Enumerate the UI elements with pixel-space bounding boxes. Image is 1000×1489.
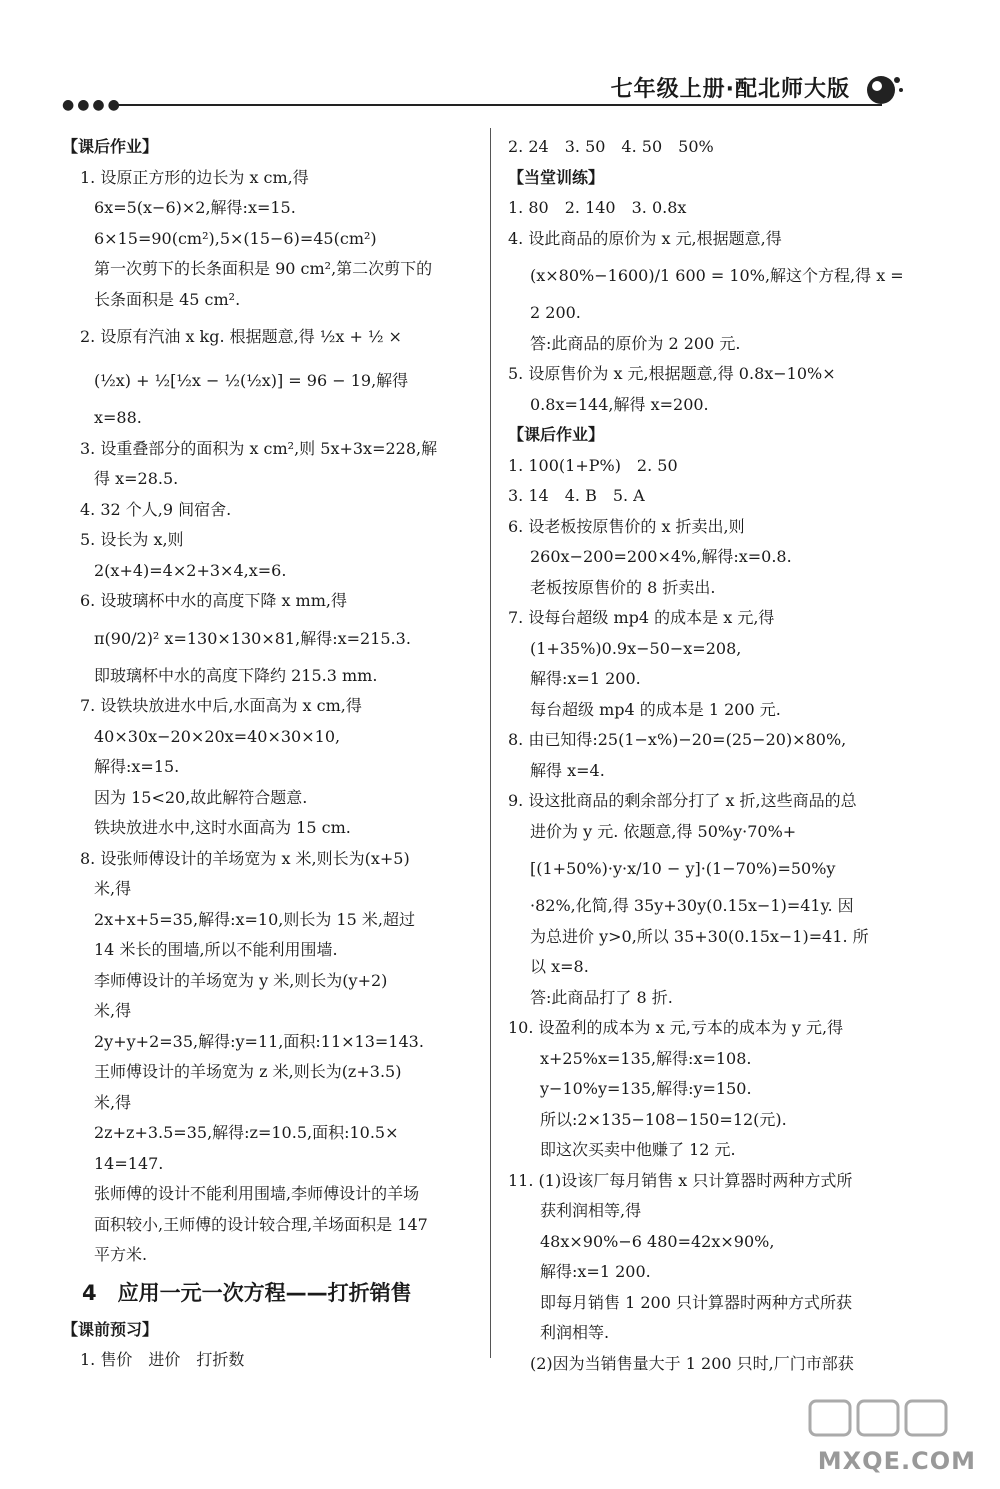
answer-line: 进价为 y 元. 依题意,得 50%y·70%+ [530,821,797,841]
answer-line: 260x−200=200×4%,解得:x=0.8. [530,547,792,566]
answer-line: 解得:x=1 200. [530,669,641,688]
answer-line: 4. 32 个人,9 间宿舍. [80,499,232,519]
column-divider [490,128,491,1358]
answer-line: 平方米. [94,1245,148,1264]
answer-line: 老板按原售价的 8 折卖出. [530,577,716,597]
answer-line: 2(x+4)=4×2+3×4,x=6. [94,560,287,580]
answer-line: 2. 设原有汽油 x kg. 根据题意,得 ½x + ½ × [80,327,402,346]
header-dots: ●●●● [62,97,123,113]
answer-line: 米,得 [94,1001,132,1020]
answer-line: 每台超级 mp4 的成本是 1 200 元. [530,699,781,719]
answer-line: 因为 15<20,故此解符合题意. [94,787,308,807]
answer-line: 解得:x=1 200. [540,1262,651,1281]
answer-line: 1. 100(1+P%) 2. 50 [508,455,678,475]
answer-line: 李师傅设计的羊场宽为 y 米,则长为(y+2) [94,970,388,990]
answer-line: 为总进价 y>0,所以 35+30(0.15x−1)=41. 所 [530,926,869,946]
right-column [508,132,918,1379]
answer-line: 解得:x=15. [94,757,180,776]
answer-line: 2y+y+2=35,解得:y=11,面积:11×13=143. [94,1031,424,1051]
answer-line: 2. 24 3. 50 4. 50 50% [508,137,714,156]
answer-line: 2x+x+5=35,解得:x=10,则长为 15 米,超过 [94,909,415,929]
answer-line: 王师傅设计的羊场宽为 z 米,则长为(z+3.5) [94,1062,402,1081]
answer-line: 2 200. [530,303,581,322]
answer-line: 获利润相等,得 [540,1201,642,1220]
answer-line: 面积较小,王师傅的设计较合理,羊场面积是 147 [94,1214,428,1234]
answer-line: 即玻璃杯中水的高度下降约 215.3 mm. [94,665,378,685]
answer-line: 5. 设长为 x,则 [80,530,184,549]
header-logo-icon [864,68,904,108]
answer-line: 8. 设张师傅设计的羊场宽为 x 米,则长为(x+5) [80,848,410,868]
watermark-text: MXQE.COM [817,1447,976,1475]
answer-line: 9. 设这批商品的剩余部分打了 x 折,这些商品的总 [508,791,857,810]
section-label: 【课后作业】 [508,425,605,444]
answer-line: 1. 80 2. 140 3. 0.8x [508,198,687,217]
header-rule [112,104,882,106]
answer-line: 4. 设此商品的原价为 x 元,根据题意,得 [508,228,782,248]
page-header [0,60,1000,113]
answer-line: 所以:2×135−108−150=12(元). [540,1109,787,1129]
answer-line: 3. 设重叠部分的面积为 x cm²,则 5x+3x=228,解 [80,438,438,458]
answer-line: 2z+z+3.5=35,解得:z=10.5,面积:10.5× [94,1123,399,1142]
answer-line: 14=147. [94,1153,164,1173]
lesson-heading: 4 应用一元一次方程——打折销售 [82,1280,412,1305]
answer-line: 得 x=28.5. [94,469,179,488]
answer-line: 米,得 [94,1092,132,1112]
answer-line: (1+35%)0.9x−50−x=208, [530,638,742,658]
answer-line: 铁块放进水中,这时水面高为 15 cm. [94,818,351,837]
answer-line: 11. (1)设该厂每月销售 x 只计算器时两种方式所 [508,1170,853,1190]
answer-line: 7. 设每台超级 mp4 的成本是 x 元,得 [508,608,775,627]
answer-line: 6. 设老板按原售价的 x 折卖出,则 [508,516,745,536]
section-label: 【当堂训练】 [508,167,605,187]
answer-line: 第一次剪下的长条面积是 90 cm²,第二次剪下的 [94,259,433,278]
left-column [62,132,472,1376]
answer-line: (2)因为当销售量大于 1 200 只时,厂门市部获 [530,1353,854,1373]
section-label: 【课前预习】 [62,1319,159,1339]
answer-line: x+25%x=135,解得:x=108. [540,1048,752,1068]
answer-line: 答:此商品的原价为 2 200 元. [530,333,741,353]
answer-line: 答:此商品打了 8 折. [530,987,673,1007]
answer-line: 14 米长的围墙,所以不能利用围墙. [94,940,338,959]
answer-line: 张师傅的设计不能利用围墙,李师傅设计的羊场 [94,1184,420,1203]
answer-line: (½x) + ½[½x − ½(½x)] = 96 − 19,解得 [94,371,409,390]
answer-line: x=88. [94,408,142,427]
answer-line: 8. 由已知得:25(1−x%)−20=(25−20)×80%, [508,730,847,749]
answer-line: 解得 x=4. [530,760,605,780]
answer-line: 即这次买卖中他赚了 12 元. [540,1140,736,1159]
answer-line: 6x=5(x−6)×2,解得:x=15. [94,198,296,217]
answer-line: (x×80%−1600)/1 600 = 10%,解这个方程,得 x = [530,266,904,285]
answer-line: 0.8x=144,解得 x=200. [530,394,709,414]
answer-line: 1. 售价 进价 打折数 [80,1350,245,1369]
answer-line: 米,得 [94,879,132,898]
answer-line: 利润相等. [540,1323,610,1342]
answer-line: π(90/2)² x=130×130×81,解得:x=215.3. [94,628,411,648]
answer-line: ·82%,化简,得 35y+30y(0.15x−1)=41y. 因 [530,896,854,915]
section-label: 【课后作业】 [62,137,159,156]
answer-line: 3. 14 4. B 5. A [508,486,645,505]
answer-line: 以 x=8. [530,957,589,976]
answer-line: y−10%y=135,解得:y=150. [540,1079,752,1098]
answer-line: 6×15=90(cm²),5×(15−6)=45(cm²) [94,228,377,248]
header-title: 七年级上册·配北师大版 [610,77,850,102]
answer-line: 10. 设盈利的成本为 x 元,亏本的成本为 y 元,得 [508,1018,844,1037]
answer-line: 40×30x−20×20x=40×30×10, [94,726,341,746]
answer-line: 长条面积是 45 cm². [94,289,241,309]
answer-line: [(1+50%)·y·x/10 − y]·(1−70%)=50%y [530,859,836,878]
answer-line: 1. 设原正方形的边长为 x cm,得 [80,167,309,187]
answer-line: 6. 设玻璃杯中水的高度下降 x mm,得 [80,591,347,610]
answer-line: 7. 设铁块放进水中后,水面高为 x cm,得 [80,696,362,715]
answer-line: 即每月销售 1 200 只计算器时两种方式所获 [540,1292,852,1312]
answer-line: 5. 设原售价为 x 元,根据题意,得 0.8x−10%× [508,364,836,383]
answer-line: 48x×90%−6 480=42x×90%, [540,1231,775,1251]
